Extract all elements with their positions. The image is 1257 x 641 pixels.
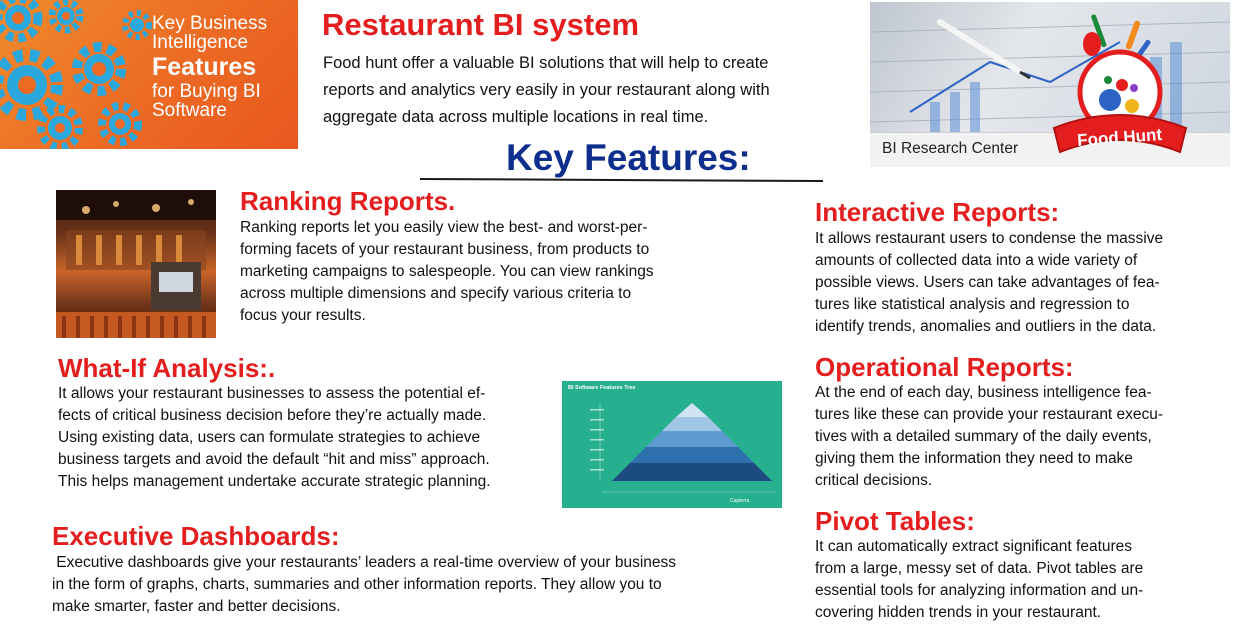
what-if-analysis-heading: What-If Analysis:. [58, 353, 276, 383]
bi-features-tree-image [562, 381, 782, 508]
intro-line: aggregate data across multiple locations in real time. [323, 108, 709, 126]
banner-line: Key Business [152, 13, 268, 34]
pivot-tables-body [815, 536, 1235, 624]
intro-paragraph [323, 50, 843, 131]
gear-icon [30, 98, 90, 149]
body-line: from a large, messy set of data. Pivot tables are [815, 560, 1144, 577]
body-line: Using existing data, users can formulate strategies to achieve [58, 429, 481, 446]
restaurant-photo [56, 190, 216, 338]
interactive-reports-heading: Interactive Reports: [815, 197, 1060, 227]
gear-icon [118, 6, 156, 44]
body-line: forming facets of your restaurant business, from products to [240, 241, 650, 258]
body-line: Ranking reports let you easily view the best- and worst-per- [240, 219, 648, 236]
tree-brand: Capterra [730, 498, 750, 504]
banner-line-features: Features [152, 53, 257, 81]
gear-icon [44, 0, 88, 38]
body-line: possible views. Users can take advantages of fea- [815, 274, 1160, 291]
body-line: fects of critical business decision before they’re actually made. [58, 407, 487, 424]
body-line: business targets and avoid the default “hit and miss” approach. [58, 451, 490, 468]
pivot-tables-heading: Pivot Tables: [815, 506, 975, 536]
body-line: tures like statistical analysis and regression to [815, 296, 1130, 313]
banner-line: for Buying BI [152, 81, 261, 102]
executive-dashboards-heading: Executive Dashboards: [52, 521, 340, 551]
body-line: in the form of graphs, charts, summaries and other information reports. They allow you to [52, 576, 662, 593]
tree-title: BI Software Features Tree [568, 385, 636, 391]
body-line: make smarter, faster and better decisions. [52, 598, 341, 615]
gear-icon [64, 34, 134, 104]
body-line: tures like these can provide your restaurant execu- [815, 406, 1164, 423]
body-line: across multiple dimensions and specify various criteria to [240, 285, 632, 302]
pyramid-graphic [562, 381, 782, 508]
body-line: focus your results. [240, 307, 366, 324]
banner-text [152, 14, 267, 120]
key-features-underline [420, 178, 823, 182]
logo-text: Food Hunt [1076, 125, 1163, 150]
intro-line: reports and analytics very easily in your restaurant along with [323, 81, 770, 99]
executive-dashboards-body [52, 552, 792, 618]
body-line: It allows your restaurant businesses to assess the potential ef- [58, 385, 486, 402]
body-line: It allows restaurant users to condense the massive [815, 230, 1164, 247]
body-line: giving them the information they need to make [815, 450, 1133, 467]
body-line: critical decisions. [815, 472, 933, 489]
food-hunt-logo [1048, 10, 1188, 160]
body-line: amounts of collected data into a wide variety of [815, 252, 1138, 269]
key-features-heading: Key Features: [506, 137, 751, 178]
key-features-banner [0, 0, 298, 149]
body-line: covering hidden trends in your restaurant. [815, 604, 1102, 621]
ranking-reports-body [240, 217, 710, 327]
gear-icon [92, 96, 148, 149]
body-line: essential tools for analyzing information and un- [815, 582, 1144, 599]
body-line: Executive dashboards give your restaurants’ leaders a real-time overview of your business [52, 554, 677, 571]
bi-research-center-image [870, 2, 1230, 167]
operational-reports-heading: Operational Reports: [815, 352, 1074, 382]
body-line: It can automatically extract significant features [815, 538, 1133, 555]
intro-line: Food hunt offer a valuable BI solutions that will help to create [323, 54, 769, 72]
ranking-reports-heading: Ranking Reports. [240, 186, 456, 216]
research-center-label: BI Research Center [882, 140, 1019, 157]
what-if-analysis-body [58, 383, 563, 493]
operational-reports-body [815, 382, 1235, 492]
banner-line: Intelligence [152, 32, 249, 53]
body-line: marketing campaigns to salespeople. You can view rankings [240, 263, 654, 280]
body-line: This helps management undertake accurate strategic planning. [58, 473, 491, 490]
page-title: Restaurant BI system [322, 7, 640, 42]
body-line: identify trends, anomalies and outliers in the data. [815, 318, 1157, 335]
restaurant-interior-graphic [56, 190, 216, 338]
body-line: At the end of each day, business intelligence fea- [815, 384, 1152, 401]
banner-line: Software [152, 100, 227, 121]
interactive-reports-body [815, 228, 1235, 338]
body-line: tives with a detailed summary of the daily events, [815, 428, 1152, 445]
